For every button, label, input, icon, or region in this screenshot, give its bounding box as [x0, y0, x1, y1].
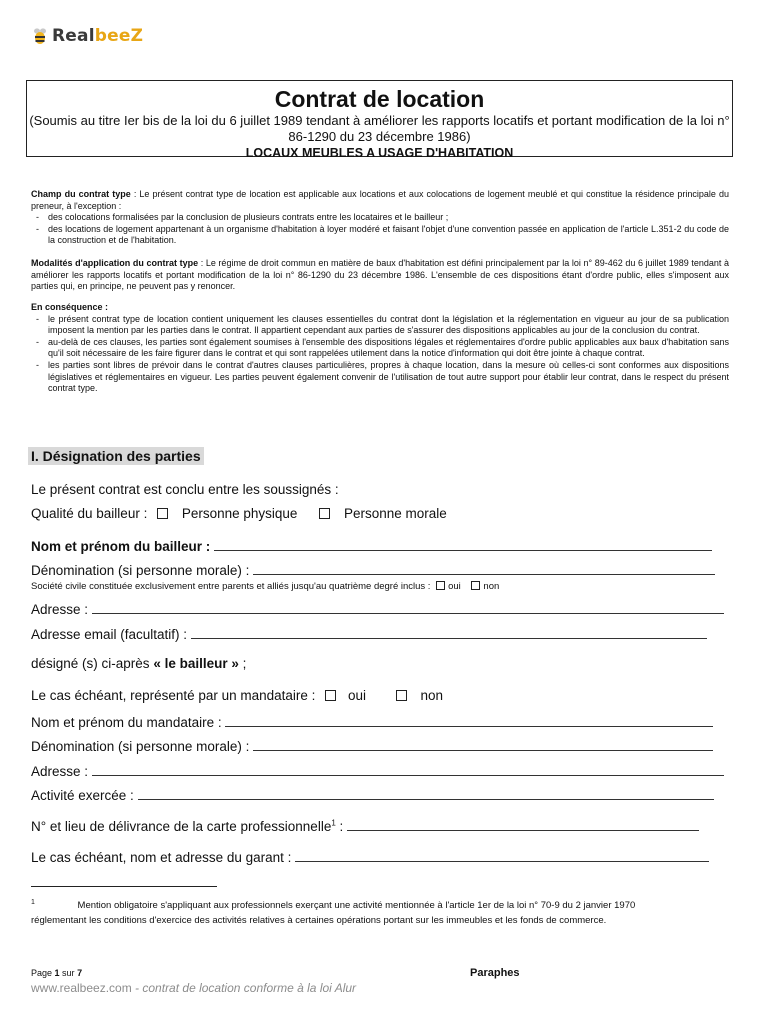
checkbox-mandataire-oui[interactable]	[325, 690, 336, 701]
adresse-label: Adresse :	[31, 602, 89, 617]
paraphes-label: Paraphes	[470, 967, 520, 979]
designe-line	[31, 656, 246, 671]
activite-field[interactable]	[138, 787, 714, 800]
list-item: - les parties sont libres de prévoir dans le contrat d'autres clauses particulières, propres à chaque location, dans la mesure où celles-ci sont conformes aux dispositions législatives et réglementaires en vigueur. Les parties peuvent également convenir de l'utilisation de tout autre support pour établir leur contrat, dans le respect du présent contrat type.	[31, 360, 729, 395]
carte-field[interactable]	[347, 818, 699, 831]
site-link[interactable]: www.realbeez.com	[31, 981, 132, 995]
checkbox-personne-morale[interactable]	[319, 508, 330, 519]
intro-line: Le présent contrat est conclu entre les soussignés :	[31, 482, 339, 497]
garant-field[interactable]	[295, 849, 709, 862]
modalites-label: Modalités d'application du contrat type	[31, 258, 199, 268]
modalites-paragraph	[31, 258, 729, 293]
mandataire-line	[31, 688, 443, 703]
list-item: - des colocations formalisées par la conclusion de plusieurs contrats entre les locataires et le bailleur ;	[31, 212, 729, 224]
checkbox-sci-oui[interactable]	[436, 581, 445, 590]
checkbox-personne-physique[interactable]	[157, 508, 168, 519]
denomination2-field[interactable]	[253, 738, 713, 751]
mandataire-question: Le cas échéant, représenté par un mandataire :	[31, 688, 316, 703]
adresse-line	[31, 601, 724, 617]
label-personne-physique: Personne physique	[181, 506, 298, 521]
nom-mandataire-field[interactable]	[225, 714, 713, 727]
page-number: Page 1 sur 7	[31, 968, 83, 978]
logo-text: RealbeeZ	[52, 26, 144, 46]
label-personne-morale: Personne morale	[343, 506, 447, 521]
footnote-number: 1	[31, 899, 35, 906]
carte-label: N° et lieu de délivrance de la carte professionnelle	[31, 819, 332, 834]
sci-line	[31, 581, 499, 592]
champ-label: Champ du contrat type	[31, 189, 131, 199]
contract-type: LOCAUX MEUBLES A USAGE D'HABITATION	[245, 146, 514, 160]
label-sci-non: non	[483, 581, 500, 592]
nom-bailleur-field[interactable]	[214, 538, 712, 551]
designe-bailleur: « le bailleur »	[153, 656, 239, 671]
email-field[interactable]	[191, 626, 707, 639]
nom-bailleur-label: Nom et prénom du bailleur :	[31, 539, 211, 554]
list-item: - des locations de logement appartenant à un organisme d'habitation à loyer modéré et faisant l'objet d'une convention passée en application de l'article L.351-2 du code de la construction et de l'habitation.	[31, 224, 729, 247]
email-line	[31, 626, 707, 642]
label-mandataire-non: non	[420, 688, 444, 703]
label-sci-oui: oui	[448, 581, 461, 592]
footnote-text: Mention obligatoire s'appliquant aux professionnels exerçant une activité mentionnée à l'article 1er de la loi n° 70-9 du 2 janvier 1970 réglementant les conditions d'exercice des activités relatives à certaines opérations portant sur les immeubles et les fonds de commerce.	[31, 900, 636, 927]
denomination-field[interactable]	[253, 562, 715, 575]
adresse2-label: Adresse :	[31, 764, 89, 779]
denomination2-line	[31, 738, 713, 754]
footnote	[31, 895, 691, 928]
designe-suffix: ;	[238, 656, 247, 671]
garant-label: Le cas échéant, nom et adresse du garant :	[31, 850, 292, 865]
subtitle: (Soumis au titre Ier bis de la loi du 6 juillet 1989 tendant à améliorer les rapports locatifs et portant modification de la loi n° 86-1290 du 23 décembre 1986)	[29, 113, 730, 144]
carte-footnote-ref: 1	[331, 818, 336, 828]
garant-line	[31, 849, 709, 865]
consequence-list	[31, 314, 729, 395]
adresse-field[interactable]	[92, 601, 724, 614]
consequence-label: En conséquence :	[31, 302, 109, 312]
qualite-line	[31, 506, 447, 521]
champ-paragraph	[31, 189, 729, 247]
bee-icon	[32, 27, 48, 45]
champ-list	[31, 212, 729, 247]
modalites-text: : Le régime de droit commun en matière de baux d'habitation est défini principalement par la loi n° 89-462 du 6 juillet 1989 tendant à améliorer les rapports locatifs et portant modification de la loi n° 86-1290 du 23 décembre 1986. L'ensemble de ces dispositions étant d'ordre public, elles s'imposent aux parties qui, en principe, ne peuvent pas y renoncer.	[31, 258, 729, 292]
logo	[32, 26, 143, 46]
denomination-line	[31, 562, 715, 578]
activite-line	[31, 787, 714, 803]
sci-text: Société civile constituée exclusivement entre parents et alliés jusqu'au quatrième degré inclus :	[31, 581, 431, 592]
activite-label: Activité exercée :	[31, 788, 134, 803]
champ-text: : Le présent contrat type de location est applicable aux locations et aux colocations de logement meublé et qui constitue la résidence principale du preneur, à l'exception :	[31, 189, 729, 211]
checkbox-sci-non[interactable]	[471, 581, 480, 590]
email-label: Adresse email (facultatif) :	[31, 627, 188, 642]
footnote-divider	[31, 886, 217, 887]
carte-line	[31, 818, 699, 834]
list-item: - au-delà de ces clauses, les parties sont également soumises à l'ensemble des dispositions légales et réglementaires d'ordre public applicables aux baux d'habitation sans qu'il soit nécessaire de les faire figurer dans le contrat et qui sont rappelées utilement dans la notice d'information qui doit être jointe à chaque contrat.	[31, 337, 729, 360]
adresse2-line	[31, 763, 724, 779]
consequence-paragraph	[31, 302, 729, 395]
site-suffix: - contrat de location conforme à la loi Alur	[131, 981, 357, 995]
nom-bailleur-line	[31, 538, 712, 554]
label-mandataire-oui: oui	[347, 688, 366, 703]
footer-site	[31, 981, 356, 995]
title-box	[26, 80, 733, 160]
denomination-label: Dénomination (si personne morale) :	[31, 563, 250, 578]
page-title: Contrat de location	[274, 86, 485, 112]
denomination2-label: Dénomination (si personne morale) :	[31, 739, 250, 754]
nom-mandataire-label: Nom et prénom du mandataire :	[31, 715, 222, 730]
adresse2-field[interactable]	[92, 763, 724, 776]
list-item: - le présent contrat type de location contient uniquement les clauses essentielles du contrat dont la législation et la réglementation en vigueur au jour de sa publication imposent la mention par les parties dans le contrat. Il appartient cependant aux parties de s'assurer des dispositions applicables au jour de la conclusion du contrat.	[31, 314, 729, 337]
section-title: I. Désignation des parties	[28, 447, 204, 465]
nom-mandataire-line	[31, 714, 713, 730]
carte-colon: :	[335, 819, 344, 834]
designe-prefix: désigné (s) ci-après	[31, 656, 154, 671]
qualite-label: Qualité du bailleur :	[31, 506, 148, 521]
checkbox-mandataire-non[interactable]	[396, 690, 407, 701]
